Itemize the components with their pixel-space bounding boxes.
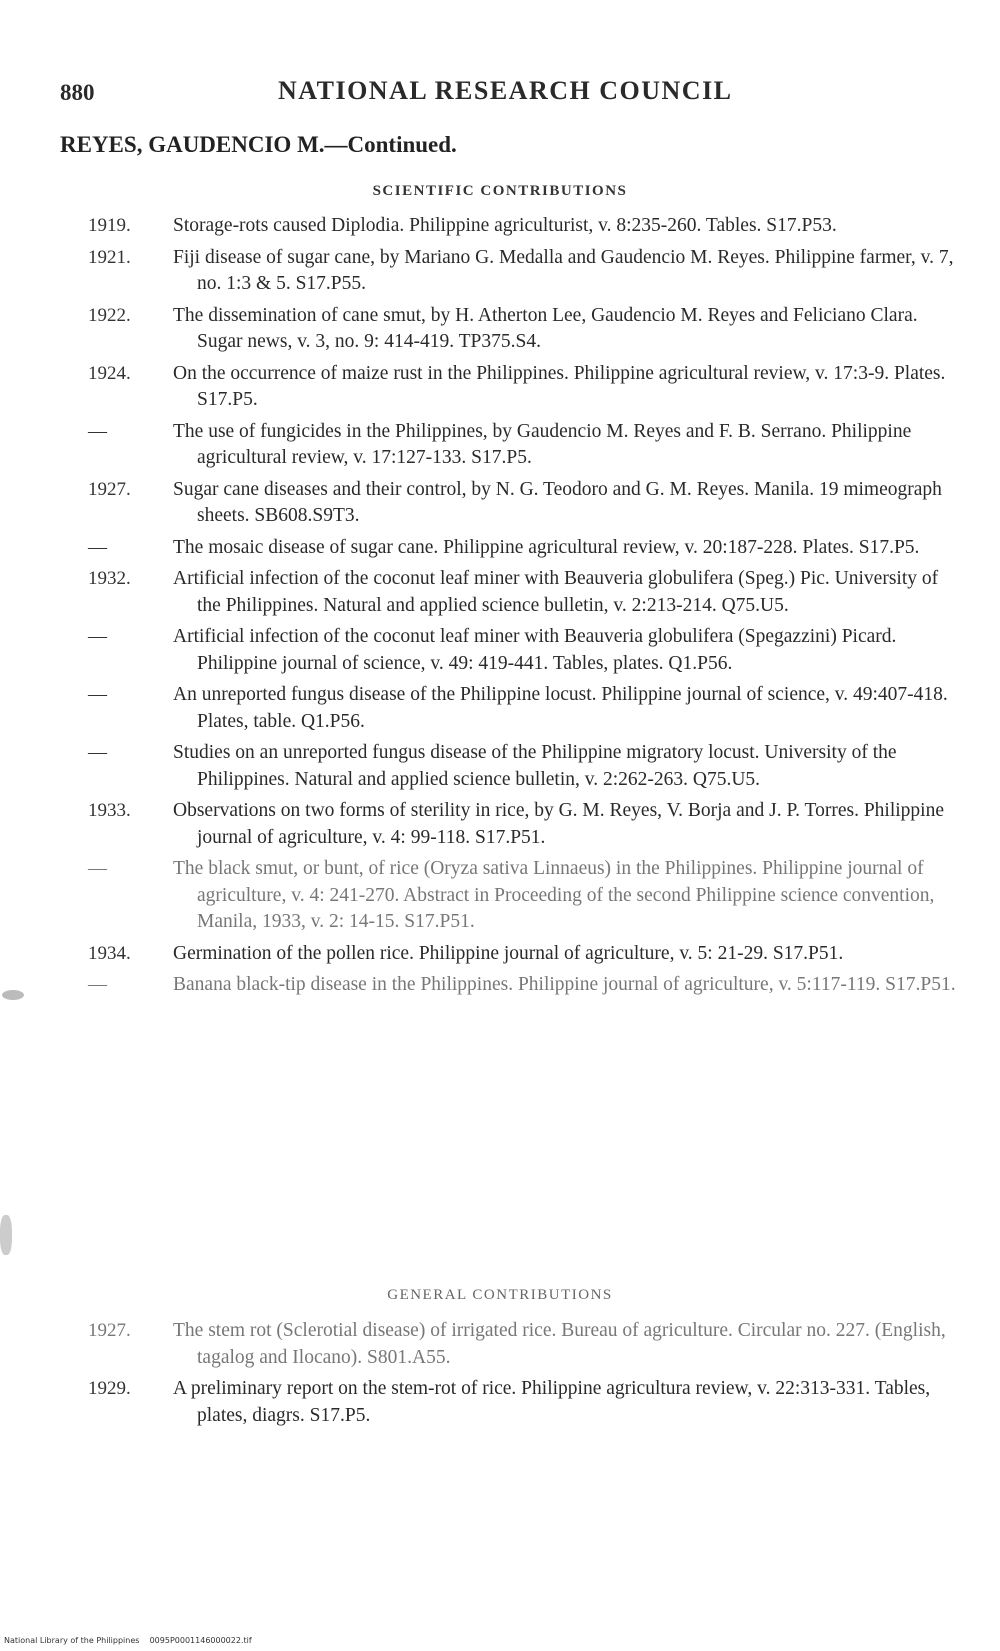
bibliography-entry bbox=[0, 682, 1000, 735]
bibliography-entry bbox=[0, 1376, 1000, 1429]
bibliography-entry bbox=[0, 972, 1000, 999]
entry-year: — bbox=[88, 742, 107, 763]
scan-speck bbox=[0, 1215, 12, 1255]
bibliography-entry bbox=[0, 535, 1000, 562]
entry-text: The black smut, or bunt, of rice (Oryza sativa Linnaeus) in the Philippines. Philippine journal of agriculture, v. 4: 241-270. Abstract in Proceeding of the second Philippine science convention, Manila, 1933, v. 2: 14-15. S17.P51. bbox=[173, 858, 935, 932]
entry-text: The mosaic disease of sugar cane. Philippine agricultural review, v. 20:187-228. Plates. S17.P5. bbox=[173, 536, 920, 558]
bibliography-entry bbox=[0, 740, 1000, 793]
entry-text: The dissemination of cane smut, by H. Atherton Lee, Gaudencio M. Reyes and Feliciano Clara. Sugar news, v. 3, no. 9: 414-419. TP375.S4. bbox=[173, 304, 918, 352]
entry-year: 1927. bbox=[88, 1320, 131, 1341]
scientific-entries-list bbox=[0, 213, 1000, 999]
entry-year: 1933. bbox=[88, 800, 131, 821]
entry-text: The use of fungicides in the Philippines, by Gaudencio M. Reyes and F. B. Serrano. Philippine agricultural review, v. 17:127-133. S17.P5. bbox=[173, 420, 912, 468]
bibliography-entry bbox=[0, 798, 1000, 851]
entry-year: — bbox=[88, 626, 107, 647]
entry-year: — bbox=[88, 420, 107, 442]
entry-year: 1922. bbox=[88, 304, 131, 326]
entry-year: 1934. bbox=[88, 942, 131, 964]
section-title-general: GENERAL CONTRIBUTIONS bbox=[387, 1287, 613, 1303]
scan-speck bbox=[2, 990, 24, 1000]
entry-text: Banana black-tip disease in the Philippines. Philippine journal of agriculture, v. 5:117-119. S17.P51. bbox=[173, 974, 956, 995]
entry-text: On the occurrence of maize rust in the Philippines. Philippine agricultural review, v. 17:3-9. Plates. S17.P5. bbox=[173, 362, 946, 410]
scan-footer bbox=[4, 1636, 252, 1645]
bibliography-entry bbox=[0, 477, 1000, 530]
entry-year: 1927. bbox=[88, 478, 131, 500]
bibliography-entry bbox=[0, 303, 1000, 356]
page-number: 880 bbox=[60, 80, 95, 105]
bibliography-entry bbox=[0, 856, 1000, 936]
entry-text: A preliminary report on the stem-rot of rice. Philippine agricultura review, v. 22:313-331. Tables, plates, diagrs. S17.P5. bbox=[173, 1378, 931, 1426]
entry-text: Sugar cane diseases and their control, by N. G. Teodoro and G. M. Reyes. Manila. 19 mimeograph sheets. SB608.S9T3. bbox=[173, 478, 942, 526]
entry-text: Germination of the pollen rice. Philippine journal of agriculture, v. 5: 21-29. S17.P51. bbox=[173, 942, 844, 964]
entry-text: Observations on two forms of sterility in rice, by G. M. Reyes, V. Borja and J. P. Torres. Philippine journal of agriculture, v. 4: 99-118. S17.P51. bbox=[173, 800, 944, 848]
bibliography-entry bbox=[0, 361, 1000, 414]
bibliography-entry bbox=[0, 213, 1000, 240]
entry-year: 1921. bbox=[88, 246, 131, 268]
entry-text: The stem rot (Sclerotial disease) of irrigated rice. Bureau of agriculture. Circular no. 227. (English, tagalog and Ilocano). S801.A55. bbox=[173, 1320, 946, 1368]
page-header bbox=[60, 72, 940, 112]
bibliography-entry bbox=[0, 419, 1000, 472]
section-title-scientific: SCIENTIFIC CONTRIBUTIONS bbox=[372, 183, 628, 199]
footer-code: 0095P0001146000022.tif bbox=[149, 1636, 252, 1645]
footer-library: National Library of the Philippines bbox=[4, 1636, 140, 1645]
bibliography-entry bbox=[0, 245, 1000, 298]
author-heading: REYES, GAUDENCIO M.—Continued. bbox=[60, 132, 457, 157]
entry-year: 1924. bbox=[88, 362, 131, 384]
general-entries-list bbox=[0, 1318, 1000, 1429]
entry-text: Fiji disease of sugar cane, by Mariano G. Medalla and Gaudencio M. Reyes. Philippine farmer, v. 7, no. 1:3 & 5. S17.P55. bbox=[173, 246, 954, 294]
entry-year: 1932. bbox=[88, 568, 131, 589]
entry-year: 1919. bbox=[88, 215, 131, 236]
running-head: NATIONAL RESEARCH COUNCIL bbox=[278, 76, 733, 105]
entry-text: Storage-rots caused Diplodia. Philippine agriculturist, v. 8:235-260. Tables. S17.P53. bbox=[173, 215, 837, 236]
entry-text: Artificial infection of the coconut leaf miner with Beauveria globulifera (Spegazzini) Picard. Philippine journal of science, v. 49: 419-441. Tables, plates. Q1.P56. bbox=[173, 626, 897, 674]
entry-year: — bbox=[88, 974, 107, 995]
entry-text: Studies on an unreported fungus disease of the Philippine migratory locust. University of the Philippines. Natural and applied science bulletin, v. 2:262-263. Q75.U5. bbox=[173, 742, 897, 790]
entry-year: 1929. bbox=[88, 1378, 131, 1399]
entry-year: — bbox=[88, 858, 107, 879]
entry-text: Artificial infection of the coconut leaf miner with Beauveria globulifera (Speg.) Pic. University of the Philippines. Natural and applied science bulletin, v. 2:213-214. Q75.U5. bbox=[173, 568, 939, 616]
bibliography-entry bbox=[0, 566, 1000, 619]
entry-year: — bbox=[88, 536, 107, 558]
bibliography-entry bbox=[0, 941, 1000, 968]
bibliography-entry bbox=[0, 624, 1000, 677]
entry-year: — bbox=[88, 684, 107, 705]
entry-text: An unreported fungus disease of the Philippine locust. Philippine journal of science, v. 49:407-418. Plates, table. Q1.P56. bbox=[173, 684, 948, 732]
bibliography-entry bbox=[0, 1318, 1000, 1371]
